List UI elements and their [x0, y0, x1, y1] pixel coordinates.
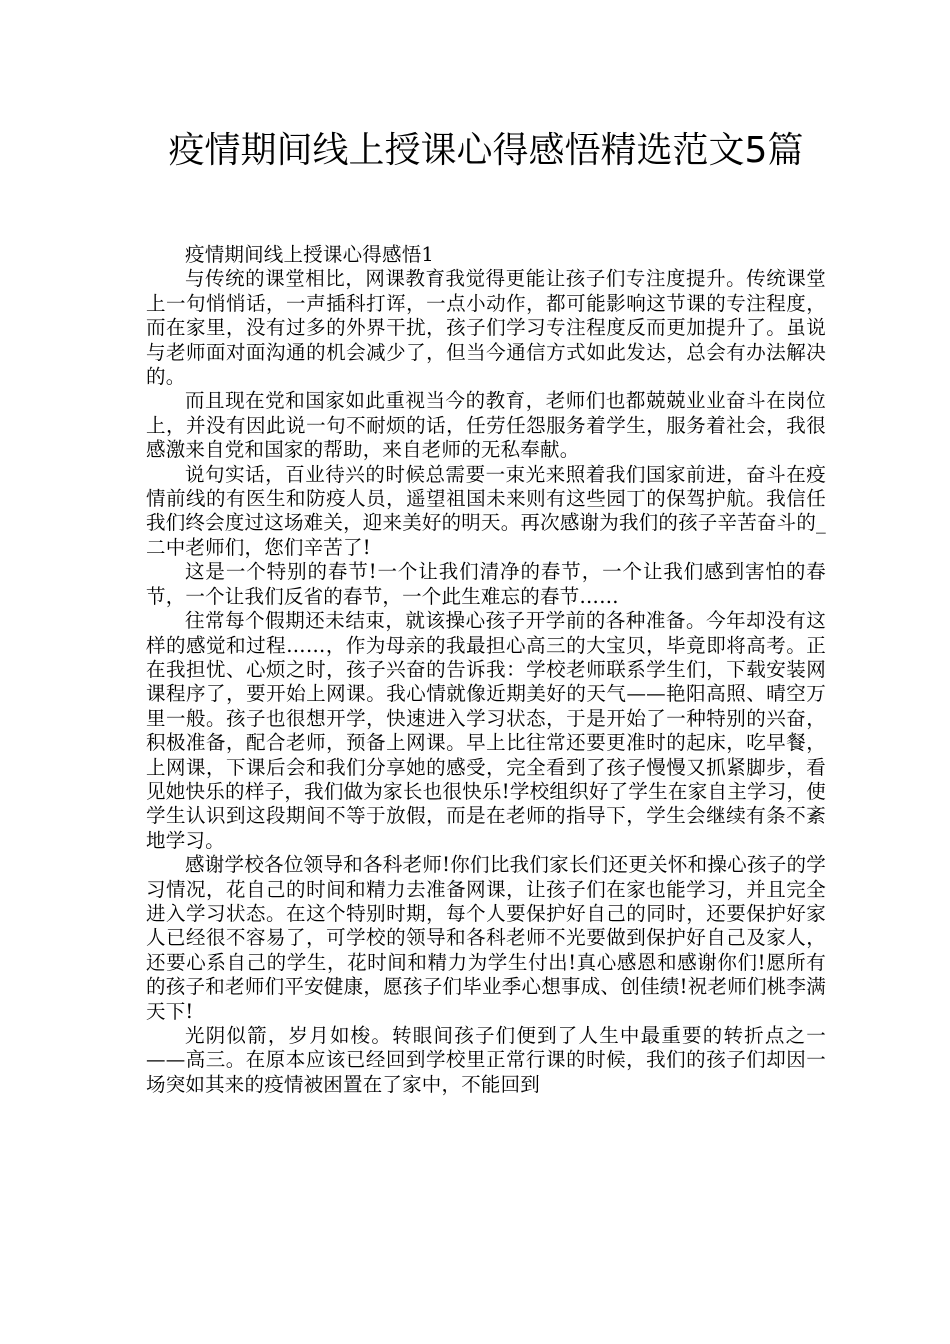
section-heading: 疫情期间线上授课心得感悟1	[185, 243, 435, 266]
document-body	[146, 243, 826, 1097]
paragraph: 感谢学校各位领导和各科老师!你们比我们家长们还更关怀和操心孩子的学习情况，花自己的时间和精力去准备网课，让孩子们在家也能学习，并且完全进入学习状态。在这个特别时期，每个人要保护好自己的同时，还要保护好家人已经很不容易了，可学校的领导和各科老师不光要做到保护好自己及家人，还要心系自己的学生，花时间和精力为学生付出!真心感恩和感谢你们!愿所有的孩子和老师们平安健康，愿孩子们毕业季心想事成、创佳绩!祝老师们桃李满天下!	[146, 853, 826, 1023]
paragraph: 而且现在党和国家如此重视当今的教育，老师们也都兢兢业业奋斗在岗位上，并没有因此说一句不耐烦的话，任劳任怨服务着学生，服务着社会，我很感激来自党和国家的帮助，来自老师的无私奉献。	[146, 389, 826, 462]
paragraph: 与传统的课堂相比，网课教育我觉得更能让孩子们专注度提升。传统课堂上一句悄悄话，一声插科打诨，一点小动作，都可能影响这节课的专注程度，而在家里，没有过多的外界干扰，孩子们学习专注程度反而更加提升了。虽说与老师面对面沟通的机会减少了，但当今通信方式如此发达，总会有办法解决的。	[146, 267, 826, 389]
paragraph: 说句实话，百业待兴的时候总需要一束光来照着我们国家前进，奋斗在疫情前线的有医生和防疫人员，遥望祖国未来则有这些园丁的保驾护航。我信任我们终会度过这场难关，迎来美好的明天。再次感谢为我们的孩子辛苦奋斗的_二中老师们，您们辛苦了!	[146, 462, 826, 559]
document-title: 疫情期间线上授课心得感悟精选范文5篇	[168, 130, 804, 171]
paragraph: 这是一个特别的春节!一个让我们清净的春节，一个让我们感到害怕的春节，一个让我们反省的春节，一个此生难忘的春节……	[146, 560, 826, 608]
paragraph: 往常每个假期还未结束，就该操心孩子开学前的各种准备。今年却没有这样的感觉和过程……，作为母亲的我最担心高三的大宝贝，毕竟即将高考。正在我担忧、心烦之时，孩子兴奋的告诉我：学校老师联系学生们，下载安装网课程序了，要开始上网课。我心情就像近期美好的天气——艳阳高照、晴空万里一般。孩子也很想开学，快速进入学习状态，于是开始了一种特别的兴奋，积极准备，配合老师，预备上网课。早上比往常还要更准时的起床，吃早餐，上网课，下课后会和我们分享她的感受，完全看到了孩子慢慢又抓紧脚步，看见她快乐的样子，我们做为家长也很快乐!学校组织好了学生在家自主学习，使学生认识到这段期间不等于放假，而是在老师的指导下，学生会继续有条不紊地学习。	[146, 609, 826, 852]
paragraph: 光阴似箭，岁月如梭。转眼间孩子们便到了人生中最重要的转折点之一——高三。在原本应该已经回到学校里正常行课的时候，我们的孩子们却因一场突如其来的疫情被困置在了家中，不能回到	[146, 1024, 826, 1096]
